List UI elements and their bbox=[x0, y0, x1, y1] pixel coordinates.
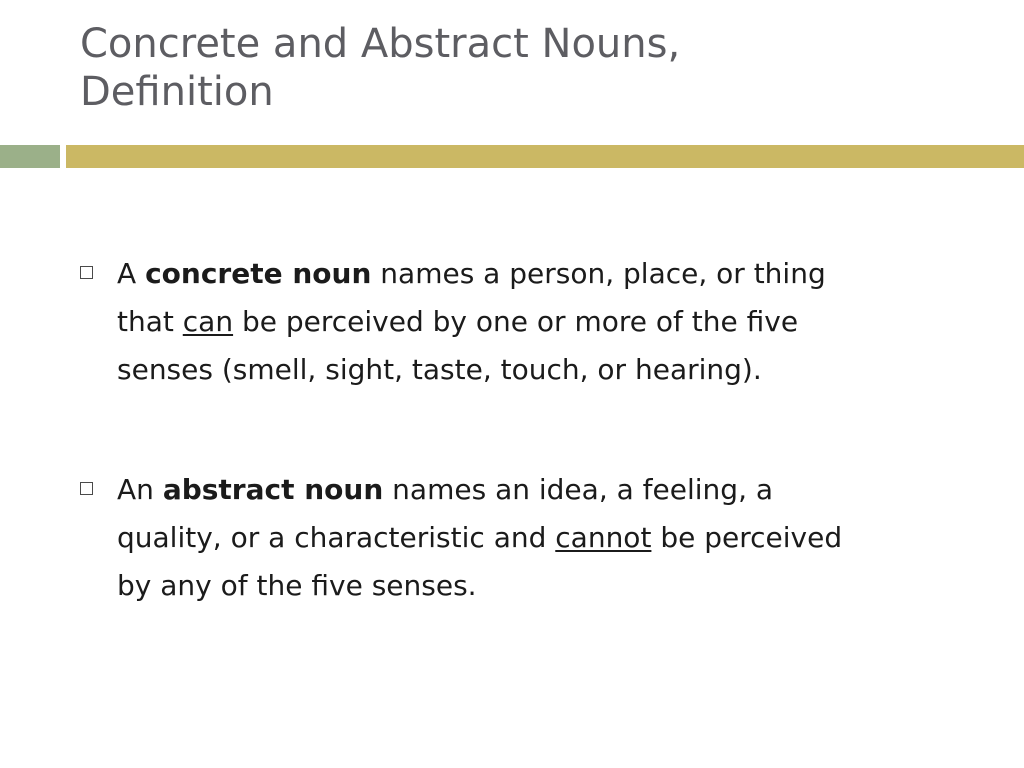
text-run: quality, or a characteristic and bbox=[117, 521, 556, 554]
bullet-line: senses (smell, sight, taste, touch, or hearing). bbox=[117, 353, 762, 386]
bullet-line bbox=[117, 514, 980, 562]
bullet-list bbox=[80, 250, 980, 610]
term-abstract-noun: abstract noun bbox=[162, 473, 384, 506]
bullet-line bbox=[117, 466, 980, 514]
term-concrete-noun: concrete noun bbox=[145, 257, 372, 290]
text-run: names a person, place, or thing bbox=[371, 257, 826, 290]
bullet-concrete-noun bbox=[80, 250, 980, 394]
text-run: be perceived by one or more of the five bbox=[233, 305, 799, 338]
bullet-line: by any of the five senses. bbox=[117, 569, 477, 602]
text-run: An bbox=[117, 473, 163, 506]
emphasis-cannot: cannot bbox=[555, 521, 652, 554]
emphasis-can: can bbox=[182, 305, 234, 338]
bullet-line bbox=[117, 250, 980, 298]
text-run: be perceived bbox=[651, 521, 843, 554]
slide-title-line-1: Concrete and Abstract Nouns, bbox=[80, 21, 681, 67]
title-rule-green-segment bbox=[0, 145, 60, 168]
text-run: names an idea, a feeling, a bbox=[383, 473, 774, 506]
hollow-square-bullet-icon bbox=[80, 266, 93, 279]
hollow-square-bullet-icon bbox=[80, 482, 93, 495]
bullet-abstract-noun bbox=[80, 466, 980, 610]
bullet-line bbox=[117, 298, 980, 346]
slide-title bbox=[80, 20, 980, 116]
text-run: A bbox=[117, 257, 146, 290]
slide-title-line-2: Definition bbox=[80, 69, 274, 115]
title-rule-gold-segment bbox=[66, 145, 1024, 168]
text-run: that bbox=[117, 305, 183, 338]
